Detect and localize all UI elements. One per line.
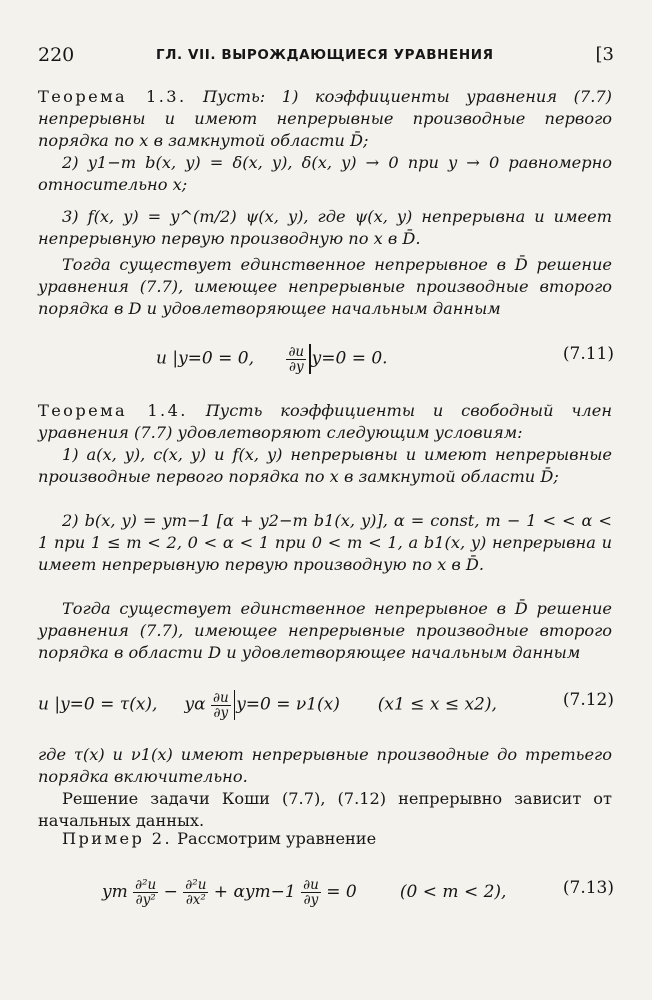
formula-7-13 — [38, 868, 614, 916]
formula-7-12-range: (x1 ≤ x ≤ x2), — [377, 694, 497, 715]
formula-7-12-left: u |y=0 = τ(x), — [38, 694, 158, 715]
formula-7-12-factor: yα — [184, 694, 206, 715]
page-number: 220 — [38, 44, 75, 66]
formula-7-12 — [38, 680, 614, 728]
formula-7-13-fraction-2: $\frac{\text{∂²u}}{\text{∂x²}}$ — [185, 877, 207, 908]
equation-number-7-11: (7.11) — [562, 344, 614, 364]
formula-7-11-denominator: ∂y — [288, 358, 304, 375]
running-title: ГЛ. VII. ВЫРОЖДАЮЩИЕСЯ УРАВНЕНИЯ — [156, 47, 494, 63]
formula-7-13-factor-1: ym — [102, 882, 128, 902]
cauchy-dependence-note: Решение задачи Коши (7.7), (7.12) непрерывно зависит от начальных данных. — [38, 789, 612, 830]
theorem-1-3-statement — [38, 86, 612, 152]
formula-7-11-numerator: ∂u — [288, 343, 305, 360]
theorem-1-3-condition-3: 3) f(x, y) = y^(m/2) ψ(x, y), где ψ(x, y) непрерывна и имеет непрерывную первую производную по x в D̄. — [38, 207, 612, 248]
section-mark: [3 — [595, 44, 614, 65]
theorem-1-4-title: Теорема 1.4. — [38, 401, 188, 420]
note-after-7-12: где τ(x) и ν1(x) имеют непрерывные производные до третьего порядка включительно. — [38, 745, 612, 786]
equation-number-7-12: (7.12) — [562, 690, 614, 710]
formula-7-11 — [38, 334, 614, 382]
theorem-1-3-conclusion: Тогда существует единственное непрерывное в D̄ решение уравнения (7.7), имеющее непрерывные производные второго порядка в D и удовлетворяющее начальным данным — [38, 255, 612, 318]
example-2-intro — [38, 828, 612, 850]
formula-7-13-fraction-3: $\frac{\partial u}{\partial y}$ — [303, 877, 319, 908]
formula-7-11-left: u |y=0 = 0, — [156, 348, 255, 369]
running-header — [38, 44, 614, 68]
example-2-text: Рассмотрим уравнение — [172, 829, 377, 848]
theorem-1-4-statement — [38, 400, 612, 444]
formula-7-13-condition: (0 < m < 2), — [399, 882, 507, 902]
formula-7-12-right: y=0 = ν1(x) — [236, 694, 340, 715]
example-2-title: Пример 2. — [62, 829, 172, 848]
formula-7-12-denominator: ∂y — [213, 704, 229, 721]
theorem-1-3-condition-1: Пусть: 1) коэффициенты уравнения (7.7) непрерывны и имеют непрерывные производные первого порядка по x в замкнутой области D̄; — [38, 87, 612, 150]
theorem-1-3-condition-2: 2) y1−m b(x, y) = δ(x, y), δ(x, y) → 0 при y → 0 равномерно относительно x; — [38, 153, 612, 194]
formula-7-11-right: y=0 = 0. — [311, 348, 388, 369]
formula-7-13-plus-term: + αym−1 — [213, 882, 296, 902]
theorem-1-4-intro: Пусть коэффициенты и свободный член уравнения (7.7) удовлетворяют следующим условиям: — [38, 401, 612, 442]
theorem-1-4-conclusion: Тогда существует единственное непрерывное в D̄ решение уравнения (7.7), имеющее непрерывные производные второго порядка в области D и удовлетворяющее начальным данным — [38, 599, 612, 662]
formula-7-12-numerator: ∂u — [213, 689, 229, 706]
formula-7-13-minus: − — [163, 882, 178, 902]
formula-7-13-fraction-1: $\frac{\text{∂²u}}{\text{∂y²}}$ — [135, 877, 157, 908]
theorem-1-4-condition-2: 2) b(x, y) = ym−1 [α + y2−m b1(x, y)], α = const, m − 1 < < α < 1 при 1 ≤ m < 2, 0 < α < 1 при 0 < m < 1, а b1(x, y) непрерывна и имеет непрерывную первую производную по x в D̄. — [38, 511, 612, 574]
equation-number-7-13: (7.13) — [562, 878, 614, 898]
formula-7-12-fraction — [211, 691, 231, 720]
theorem-1-3-title: Теорема 1.3. — [38, 87, 187, 106]
theorem-1-4-condition-1: 1) a(x, y), c(x, y) и f(x, y) непрерывны и имеют непрерывные производные первого порядка по x в замкнутой области D̄; — [38, 445, 612, 486]
formula-7-13-equals: = 0 — [326, 882, 357, 902]
formula-7-11-fraction — [286, 345, 306, 374]
